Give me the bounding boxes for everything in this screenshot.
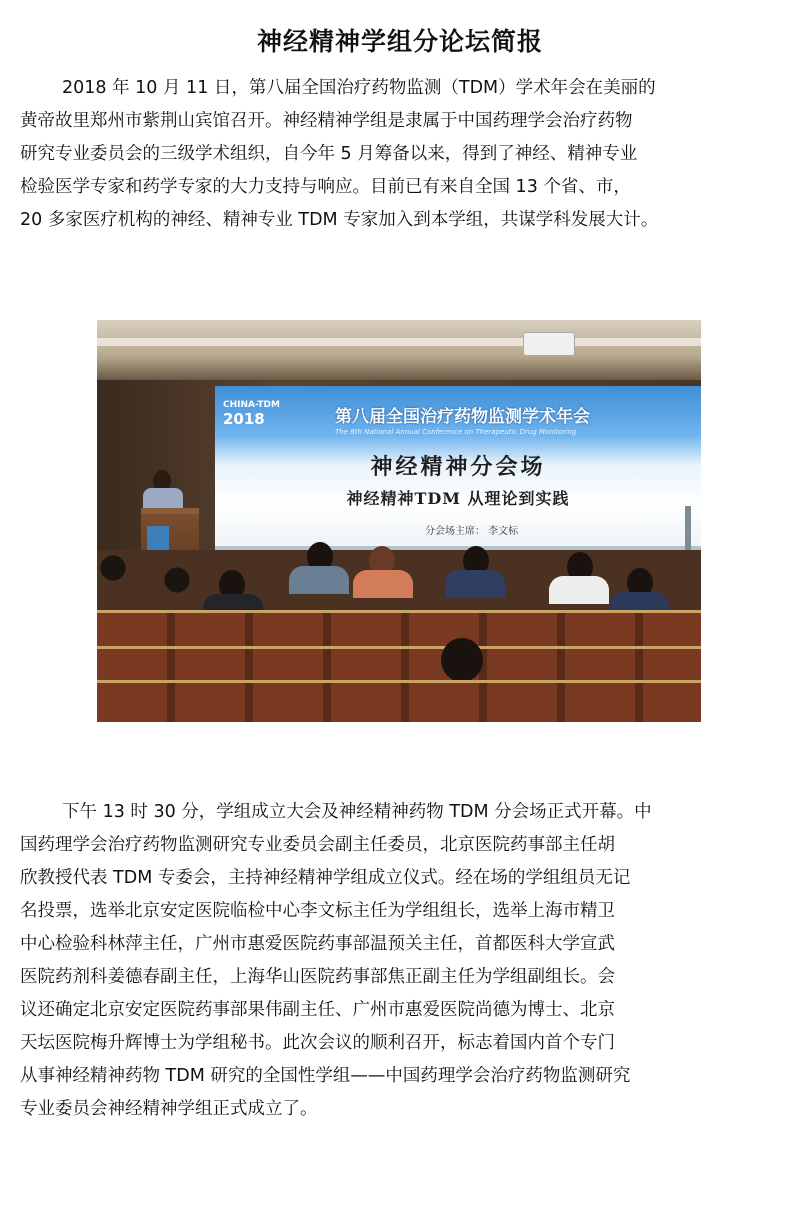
conference-photo	[97, 320, 701, 722]
paragraph-line: 专业委员会神经精神学组正式成立了。	[20, 1099, 318, 1119]
paragraph-line: 检验医学专家和药学专家的大力支持与响应。目前已有来自全国 13 个省、市，	[20, 177, 631, 197]
paragraph-line: 黄帝故里郑州市紫荆山宾馆召开。神经精神学组是隶属于中国药理学会治疗药物	[20, 111, 633, 131]
paragraph-line: 天坛医院梅升辉博士为学组秘书。此次会议的顺利召开，标志着国内首个专门	[20, 1033, 615, 1053]
screen-banner: 第八届全国治疗药物监测学术年会	[335, 407, 590, 427]
projector	[523, 332, 575, 356]
chair-row	[97, 680, 701, 722]
screen-chair: 分会场主席： 李文标	[425, 526, 519, 537]
paragraph-line: 从事神经精神药物 TDM 研究的全国性学组——中国药理学会治疗药物监测研究	[20, 1066, 631, 1086]
paragraph-line: 欣教授代表 TDM 专委会，主持神经精神学组成立仪式。经在场的学组组员无记	[20, 868, 631, 888]
attendee-body	[549, 576, 609, 604]
screen-theme: 神经精神TDM 从理论到实践	[346, 489, 570, 508]
paragraph-line: 议还确定北京安定医院药事部果伟副主任、广州市惠爱医院尚德为博士、北京	[20, 1000, 615, 1020]
ceiling	[97, 320, 701, 380]
screen-banner-english: The 8th National Annual Conference on Therapeutic Drug Monitoring	[335, 428, 577, 436]
page-title: 神经精神学组分论坛简报	[256, 27, 543, 56]
attendee-body	[445, 570, 505, 598]
paragraph-line: 研究专业委员会的三级学术组织，自今年 5 月筹备以来，得到了神经、精神专业	[20, 144, 638, 164]
body-paragraph	[20, 796, 782, 1126]
ceiling-light-band	[97, 338, 701, 346]
paragraph-line: 名投票，选举北京安定医院临检中心李文标主任为学组组长，选举上海市精卫	[20, 901, 615, 921]
screen-session-title: 神经精神分会场	[370, 454, 546, 480]
logo-year: 2018	[223, 410, 265, 428]
conference-logo	[223, 400, 333, 436]
paragraph-line: 中心检验科林萍主任，广州市惠爱医院药事部温预关主任，首都医科大学宣武	[20, 934, 615, 954]
intro-paragraph	[20, 72, 782, 237]
paragraph-line: 2018 年 10 月 11 日，第八届全国治疗药物监测（TDM）学术年会在美丽的	[62, 78, 656, 98]
logo-text: CHINA-TDM	[223, 400, 280, 410]
attendee-body	[353, 570, 413, 598]
paragraph-line: 医院药剂科姜德春副主任，上海华山医院药事部焦正副主任为学组副组长。会	[20, 967, 615, 987]
paragraph-line: 20 多家医疗机构的神经、精神专业 TDM 专家加入到本学组，共谋学科发展大计。	[20, 210, 659, 230]
attendee-head	[441, 638, 483, 682]
paragraph-line: 国药理学会治疗药物监测研究专业委员会副主任委员，北京医院药事部主任胡	[20, 835, 615, 855]
attendee-body	[289, 566, 349, 594]
paragraph-line: 下午 13 时 30 分，学组成立大会及神经精神药物 TDM 分会场正式开幕。中	[62, 802, 652, 822]
